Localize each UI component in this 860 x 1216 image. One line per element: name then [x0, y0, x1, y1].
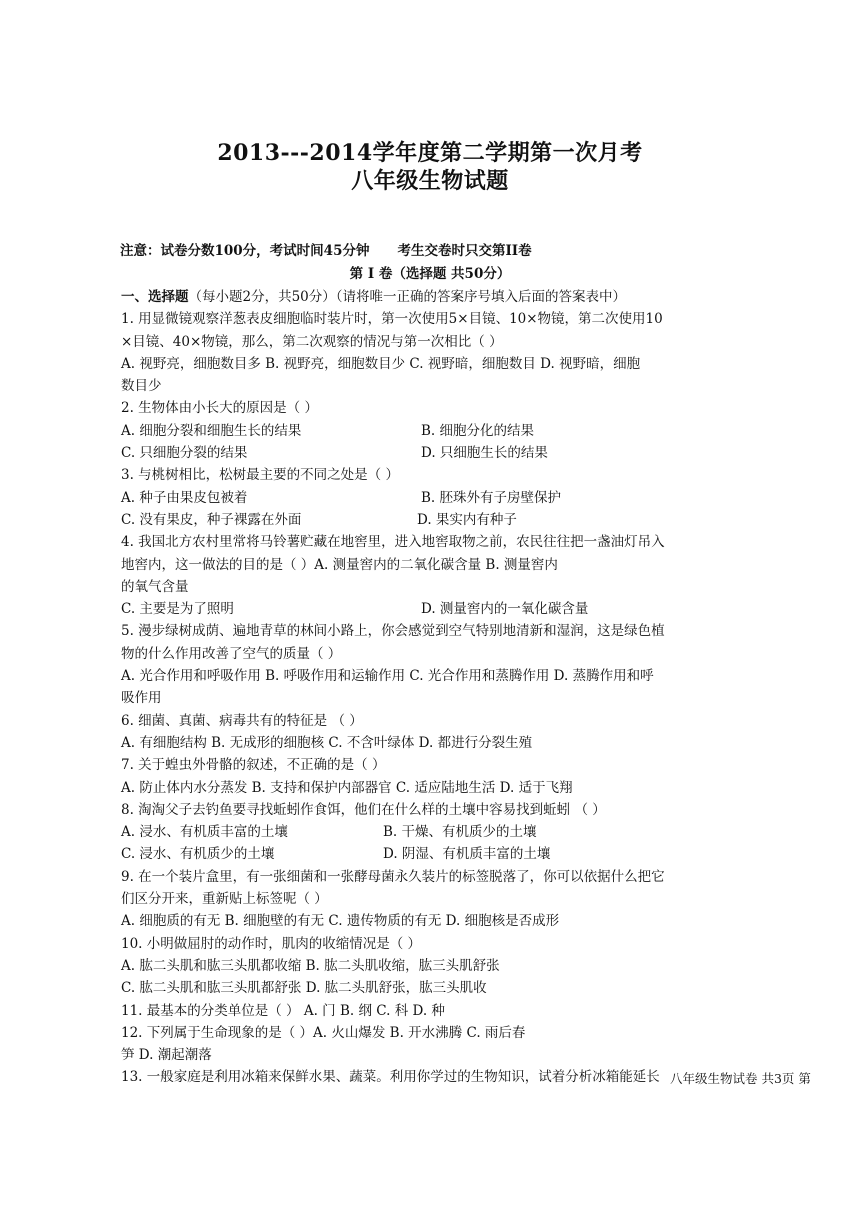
- question-line: 2. 生物体由小长大的原因是（ ）: [121, 400, 318, 417]
- option-line: [121, 487, 733, 509]
- question-line: 6. 细菌、真菌、病毒共有的特征是 （ ）: [121, 712, 363, 729]
- page-footer: 八年级生物试卷 共3页 第: [670, 1071, 811, 1086]
- option-d: D. 阴湿、有机质丰富的土壤: [383, 846, 551, 863]
- question-line: 5. 漫步绿树成荫、遍地青草的林间小路上，你会感觉到空气特别地清新和湿润，这是绿色植: [121, 623, 665, 640]
- question-line: 4. 我国北方农村里常将马铃薯贮藏在地窖里，进入地窖取物之前，农民往往把一盏油灯吊入: [121, 534, 665, 551]
- option-a: A. 种子由果皮包被着: [121, 489, 248, 506]
- option-c: C. 浸水、有机质少的土壤: [121, 846, 275, 863]
- question-line: 们区分开来，重新贴上标签呢（ ）: [121, 891, 328, 908]
- option-line: [121, 509, 733, 531]
- option-d: D. 果实内有种子: [417, 511, 517, 528]
- option-c: C. 没有果皮，种子裸露在外面: [121, 511, 302, 528]
- exam-subtitle: 八年级生物试题: [351, 168, 509, 194]
- option-line: [121, 821, 733, 843]
- option-line: A. 肱二头肌和肱三头肌都收缩 B. 肱二头肌收缩，肱三头肌舒张: [121, 957, 500, 974]
- option-line: 笋 D. 潮起潮落: [121, 1047, 212, 1064]
- question-line: 13. 一般家庭是利用冰箱来保鲜水果、蔬菜。利用你学过的生物知识，试着分析冰箱能延长: [121, 1069, 660, 1086]
- part-instruction: （每小题2分，共50分）（请将唯一正确的答案序号填入后面的答案表中）: [188, 289, 627, 305]
- option-d: D. 测量窖内的一氧化碳含量: [421, 601, 589, 618]
- option-line: [121, 420, 733, 442]
- option-line: A. 视野亮，细胞数目多 B. 视野亮，细胞数目少 C. 视野暗，细胞数目 D. 视野暗，细胞: [121, 355, 641, 372]
- option-line: 数目少: [121, 378, 162, 395]
- volume-heading: 第 I 卷（选择题 共50分）: [349, 266, 511, 282]
- question-body: [121, 286, 733, 1089]
- part-title: 一、选择题: [121, 289, 189, 305]
- option-b: B. 细胞分化的结果: [421, 422, 535, 439]
- option-line: [121, 843, 733, 865]
- question-line: 8. 淘淘父子去钓鱼要寻找蚯蚓作食饵，他们在什么样的土壤中容易找到蚯蚓 （ ）: [121, 801, 606, 818]
- question-line: 10. 小明做屈肘的动作时，肌肉的收缩情况是（ ）: [121, 935, 422, 952]
- exam-notice: [120, 239, 532, 259]
- option-d: D. 只细胞生长的结果: [421, 445, 548, 462]
- part-heading: [121, 286, 733, 308]
- notice-score-time: 注意：试卷分数100分，考试时间45分钟: [120, 243, 370, 259]
- option-line: [121, 442, 733, 464]
- question-line: 物的什么作用改善了空气的质量（ ）: [121, 645, 342, 662]
- option-line: 的氧气含量: [121, 578, 189, 595]
- question-line: ×目镜、40×物镜，那么，第二次观察的情况与第一次相比（ ）: [121, 333, 503, 350]
- option-a: A. 细胞分裂和细胞生长的结果: [121, 422, 302, 439]
- question-line: 1. 用显微镜观察洋葱表皮细胞临时装片时，第一次使用5×目镜、10×物镜，第二次使用10: [121, 311, 663, 328]
- question-line: 12. 下列属于生命现象的是（ ）A. 火山爆发 B. 开水沸腾 C. 雨后春: [121, 1024, 526, 1041]
- option-line: A. 有细胞结构 B. 无成形的细胞核 C. 不含叶绿体 D. 都进行分裂生殖: [121, 734, 533, 751]
- notice-submit: 考生交卷时只交第II卷: [397, 243, 532, 259]
- option-c: C. 主要是为了照明: [121, 601, 234, 618]
- option-line: A. 防止体内水分蒸发 B. 支持和保护内部器官 C. 适应陆地生活 D. 适于飞翔: [121, 779, 573, 796]
- question-line: 7. 关于蝗虫外骨骼的叙述，不正确的是（ ）: [121, 757, 386, 774]
- question-line: 9. 在一个装片盒里，有一张细菌和一张酵母菌永久装片的标签脱落了，你可以依据什么把它: [121, 868, 665, 885]
- question-line: 3. 与桃树相比，松树最主要的不同之处是（ ）: [121, 467, 399, 484]
- option-line: A. 光合作用和呼吸作用 B. 呼吸作用和运输作用 C. 光合作用和蒸腾作用 D. 蒸腾作用和呼: [121, 668, 654, 685]
- option-b: B. 干燥、有机质少的土壤: [383, 824, 537, 841]
- question-line: 11. 最基本的分类单位是（ ） A. 门 B. 纲 C. 科 D. 种: [121, 1002, 445, 1019]
- option-line: C. 肱二头肌和肱三头肌都舒张 D. 肱二头肌舒张，肱三头肌收: [121, 980, 487, 997]
- question-line: 地窖内，这一做法的目的是（ ）A. 测量窖内的二氧化碳含量 B. 测量窖内: [121, 556, 558, 573]
- option-b: B. 胚珠外有子房壁保护: [421, 489, 562, 506]
- option-line: [121, 598, 733, 620]
- option-c: C. 只细胞分裂的结果: [121, 445, 248, 462]
- option-line: A. 细胞质的有无 B. 细胞壁的有无 C. 遗传物质的有无 D. 细胞核是否成形: [121, 913, 560, 930]
- option-a: A. 浸水、有机质丰富的土壤: [121, 824, 288, 841]
- exam-title: 2013---2014学年度第二学期第一次月考: [217, 140, 643, 166]
- option-line: 吸作用: [121, 690, 162, 707]
